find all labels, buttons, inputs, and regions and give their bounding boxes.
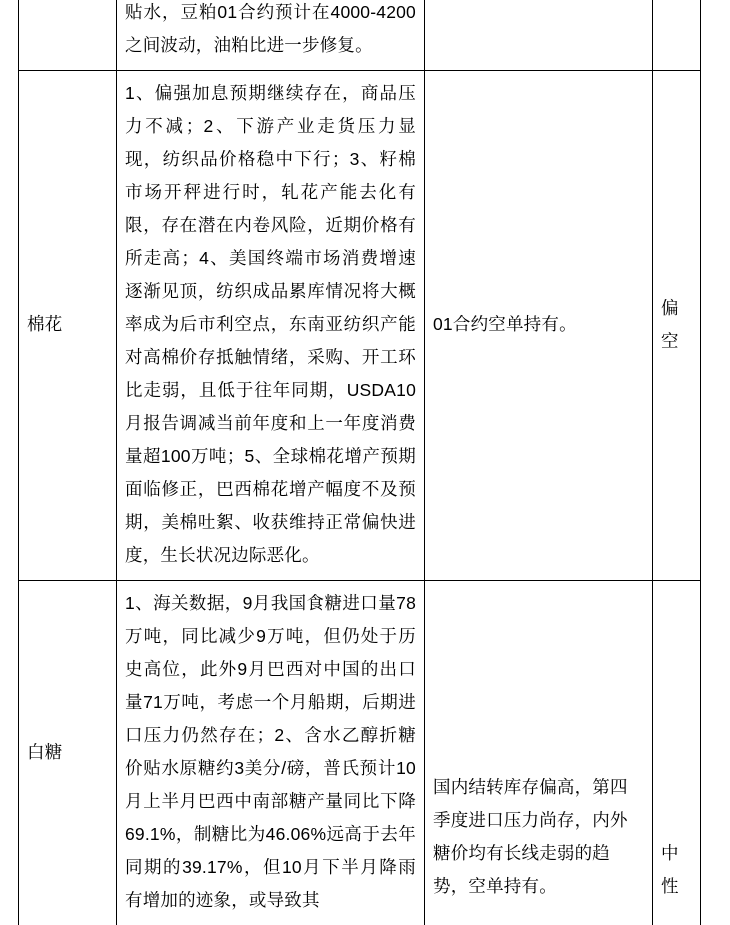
cell-commodity-name: 白糖 [19, 581, 117, 925]
cell-strategy: 国内结转库存偏高，第四季度进口压力尚存，内外糖价均有长线走弱的趋势，空单持有。 [425, 581, 653, 925]
table-row [19, 581, 701, 925]
cell-logic: 1、海关数据，9月我国食糖进口量78万吨，同比减少9万吨，但仍处于历史高位，此外9月巴西对中国的出口量71万吨，考虑一个月船期，后期进口压力仍然存在；2、含水乙醇折糖价贴水原糖约3美分/磅，普氏预计10月上半月巴西中南部糖产量同比下降69.1%，制糖比为46.06%远高于去年同期的39.17%，但10月下半月降雨有增加的迹象，或导致其 [117, 581, 425, 925]
cell-commodity-name: 棉花 [19, 71, 117, 581]
cell-commodity-name [19, 0, 117, 71]
table-body [19, 0, 701, 925]
table-row [19, 0, 701, 71]
cell-view [653, 0, 701, 71]
commodity-analysis-table [18, 0, 701, 925]
cell-strategy: 01合约空单持有。 [425, 71, 653, 581]
cell-logic: 1、偏强加息预期继续存在，商品压力不减；2、下游产业走货压力显现，纺织品价格稳中下行；3、籽棉市场开秤进行时，轧花产能去化有限，存在潜在内卷风险，近期价格有所走高；4、美国终端市场消费增速逐渐见顶，纺织成品累库情况将大概率成为后市利空点，东南亚纺织产能对高棉价存抵触情绪，采购、开工环比走弱，且低于往年同期，USDA10月报告调减当前年度和上一年度消费量超100万吨；5、全球棉花增产预期面临修正，巴西棉花增产幅度不及预期，美棉吐絮、收获维持正常偏快进度，生长状况边际恶化。 [117, 71, 425, 581]
cell-strategy [425, 0, 653, 71]
table-row [19, 71, 701, 581]
cell-view: 中性 [653, 581, 701, 925]
cell-view: 偏空 [653, 71, 701, 581]
cell-logic: 贴水，豆粕01合约预计在4000-4200之间波动，油粕比进一步修复。 [117, 0, 425, 71]
